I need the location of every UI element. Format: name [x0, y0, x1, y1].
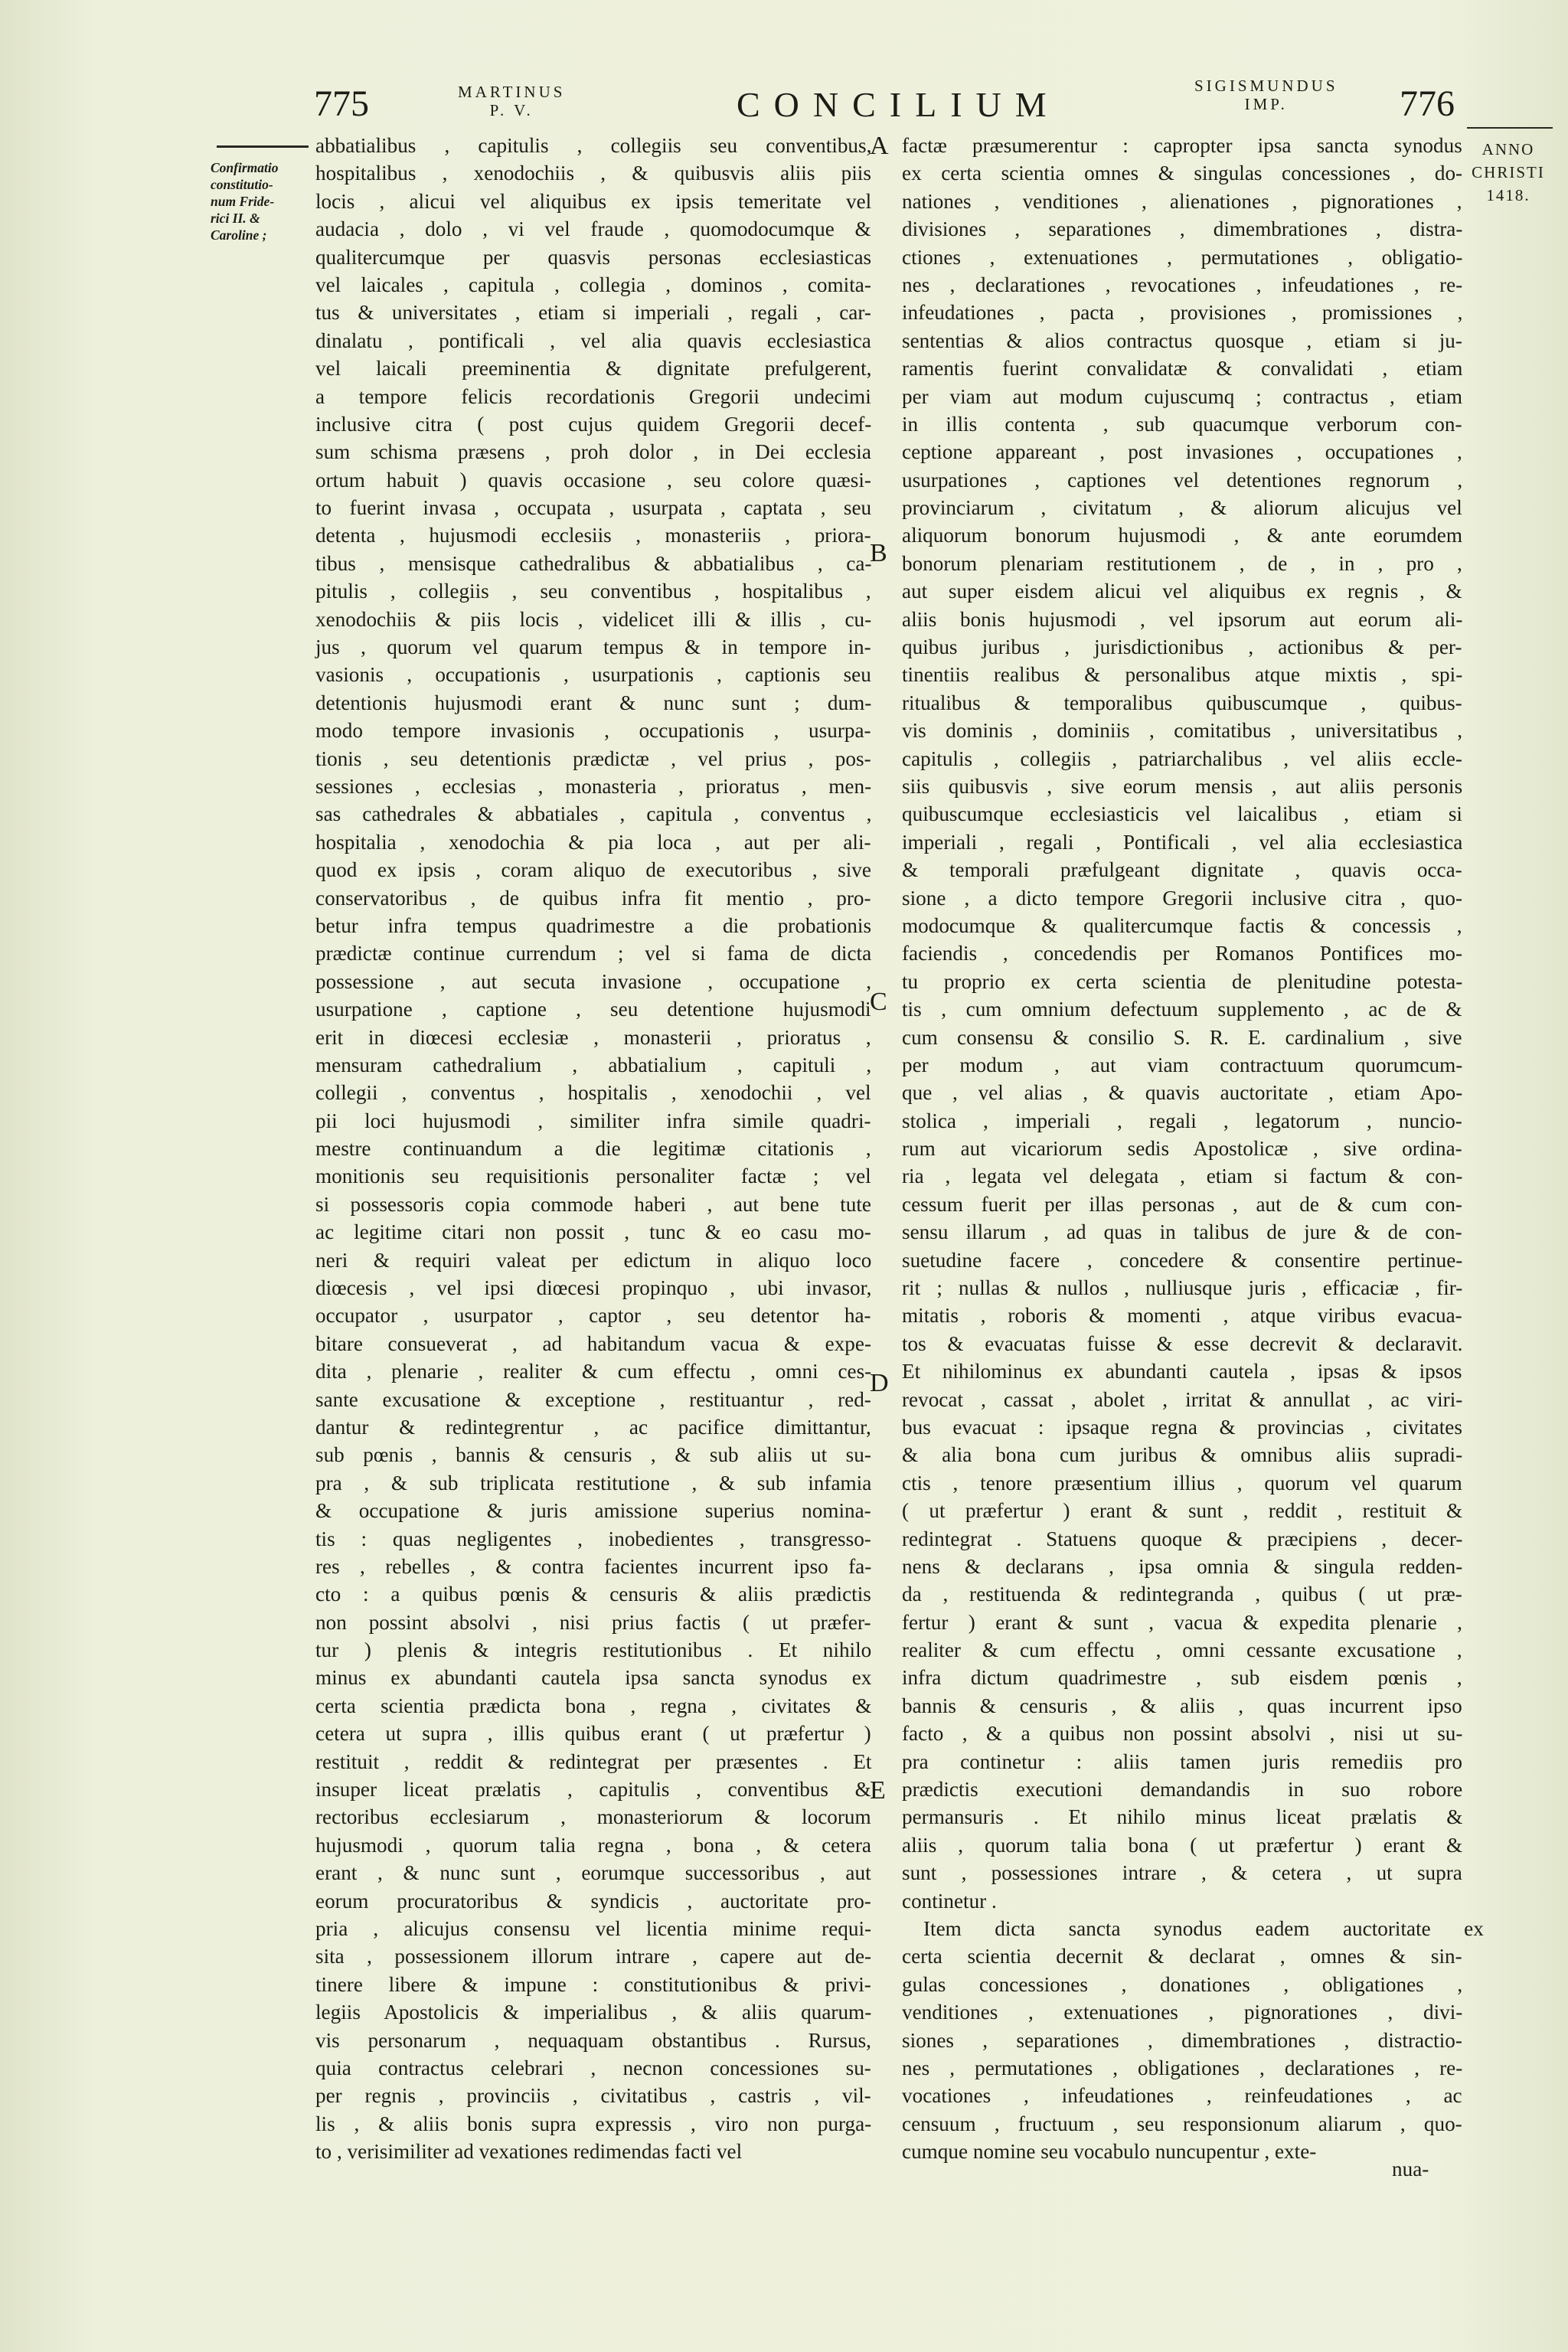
text-line: erant , & nunc sunt , eorumque successoribus , aut: [315, 1861, 871, 1885]
left-text-column: [315, 132, 871, 2166]
anno-line: ANNO: [1481, 140, 1535, 158]
text-line: Item dicta sancta synodus eadem auctoritate ex: [923, 1917, 1484, 1940]
text-line: nes , declarationes , revocationes , infeudationes , re-: [902, 273, 1463, 296]
page-number-left: 775: [314, 83, 369, 124]
text-line: hospitalibus , xenodochiis , & quibusvis aliis piis: [315, 162, 871, 185]
text-line: sione , a dicto tempore Gregorii inclusive citra , quo-: [902, 886, 1463, 910]
text-line: que , vel alias , & quavis auctoritate , etiam Apo-: [902, 1081, 1463, 1105]
text-line: rectoribus ecclesiarum , monasteriorum & locorum: [315, 1805, 871, 1829]
text-line: sunt , possessiones intrare , & cetera , ut supra: [902, 1861, 1462, 1885]
text-line: nes , permutationes , obligationes , declarationes , re-: [902, 2056, 1463, 2079]
text-line: sante excusatione & exceptione , restituantur , red-: [315, 1387, 871, 1411]
text-line: a tempore felicis recordationis Gregorii undecimi: [315, 384, 871, 408]
text-line: to , verisimiliter ad vexationes redimendas facti vel: [315, 2140, 743, 2164]
section-letter-e: E: [870, 1776, 886, 1805]
anno-line: 1418.: [1486, 186, 1530, 204]
text-line: hujusmodi , quorum talia regna , bona , & cetera: [315, 1833, 871, 1857]
running-head-left-line2: P. V.: [489, 101, 534, 119]
text-line: vel laicales , capitula , collegia , dominos , comita-: [315, 273, 871, 296]
text-line: prædictis executioni demandandis in suo robore: [902, 1778, 1463, 1802]
text-line: vel laicali preeminentia & dignitate prefulgerent,: [315, 357, 872, 381]
text-line: infra dictum quadrimestre , sub eisdem pœnis ,: [902, 1666, 1462, 1690]
text-line: prædictæ continue currendum ; vel si fama de dicta: [315, 942, 872, 965]
text-line: cessum fuerit per illas personas , aut de & cum con-: [902, 1192, 1462, 1216]
text-line: legiis Apostolicis & imperialibus , & aliis quarum-: [315, 2001, 872, 2024]
text-line: certa scientia decernit & declarat , omnes & sin-: [902, 1945, 1462, 1968]
anno-rule: [1467, 127, 1553, 129]
text-line: hospitalia , xenodochia & pia loca , aut per ali-: [315, 830, 871, 854]
anno-christi: [1464, 138, 1553, 207]
text-line: Et nihilominus ex abundanti cautela , ipsas & ipsos: [902, 1360, 1462, 1383]
text-line: sum schisma præsens , proh dolor , in Dei ecclesia: [315, 440, 871, 464]
text-line: possessione , aut secuta invasione , occupatione ,: [315, 969, 872, 993]
text-line: locis , alicui vel aliquibus ex ipsis temeritate vel: [315, 189, 872, 213]
text-line: continetur .: [902, 1889, 997, 1913]
text-line: sententias & alios contractus quosque , etiam si ju-: [902, 328, 1462, 352]
text-line: usurpationes , captiones vel detentiones regnorum ,: [902, 468, 1463, 492]
text-line: infeudationes , pacta , provisiones , promissiones ,: [902, 301, 1463, 325]
text-line: detenta , hujusmodi ecclesiis , monasteriis , priora-: [315, 524, 871, 547]
text-line: eorum procuratoribus & syndicis , auctoritate pro-: [315, 1889, 871, 1913]
text-line: rum aut vicariorum sedis Apostolicæ , sive ordina-: [902, 1137, 1462, 1161]
text-line: tos & evacuatas fuisse & esse decrevit & declaravit.: [902, 1331, 1463, 1355]
text-line: ctis , tenore præsentium illius , quorum vel quarum: [902, 1471, 1462, 1494]
running-head-right-line1: SIGISMUNDUS: [1194, 77, 1338, 95]
text-line: nationes , venditiones , alienationes , pignorationes ,: [902, 189, 1462, 213]
text-line: facto , & a quibus non possint absolvi , nisi ut su-: [902, 1722, 1463, 1746]
text-line: lis , & aliis bonis supra expressis , viro non purga-: [315, 2112, 872, 2135]
gloss-line: Confirmatio: [211, 160, 279, 175]
text-line: ortum habuit ) quavis occasione , seu colore quæsi-: [315, 468, 871, 492]
text-line: ramentis fuerint convalidatæ & convalidati , etiam: [902, 357, 1463, 381]
text-line: monitionis seu requisitionis personaliter factæ ; vel: [315, 1165, 871, 1188]
text-line: pii loci hujusmodi , similiter infra simile quadri-: [315, 1109, 871, 1132]
text-line: faciendis , concedendis per Romanos Pontifices mo-: [902, 942, 1463, 965]
text-line: res , rebelles , & contra facientes incurrent ipso fa-: [315, 1554, 872, 1578]
text-line: quibuscumque ecclesiasticis vel laicalibus , etiam si: [902, 802, 1462, 826]
text-line: aliis , quorum talia bona ( ut præfertur ) erant &: [902, 1833, 1463, 1857]
text-line: aliis bonis hujusmodi , vel ipsorum aut eorum ali-: [902, 607, 1463, 631]
text-line: pra continetur : aliis tamen juris remediis pro: [902, 1749, 1462, 1773]
text-line: rit ; nullas & nullos , nulliusque juris , efficaciæ , fir-: [902, 1276, 1463, 1300]
text-line: dantur & redintegrentur , ac pacifice dimittantur,: [315, 1415, 871, 1439]
text-line: neri & requiri valeat per edictum in aliquo loco: [315, 1248, 872, 1272]
text-line: modo tempore invasionis , occupationis , usurpa-: [315, 719, 871, 743]
text-line: sessiones , ecclesias , monasteria , prioratus , men-: [315, 774, 872, 798]
text-line: nens & declarans , ipsa omnia & singula redden-: [902, 1554, 1463, 1578]
text-line: sas cathedrales & abbatiales , capitula , conventus ,: [315, 802, 872, 826]
text-line: per viam aut modum cujuscumq ; contractus , etiam: [902, 384, 1462, 408]
text-line: vis dominis , dominiis , comitatibus , universitatibus ,: [902, 719, 1463, 743]
text-line: ac legitime citari non possit , tunc & eo casu mo-: [315, 1220, 871, 1244]
text-line: tis , cum omnium defectuum supplemento , ac de &: [902, 998, 1462, 1021]
text-line: redintegrat . Statuens quoque & præcipiens , decer-: [902, 1527, 1463, 1550]
text-line: realiter & cum effectu , omni cessante excusatione ,: [902, 1638, 1462, 1662]
gloss-line: rici II. &: [211, 211, 260, 226]
text-line: in illis contenta , sub quacumque verborum con-: [902, 412, 1462, 436]
text-line: aut super eisdem alicui vel aliquibus ex regnis , &: [902, 580, 1462, 603]
text-line: per regnis , provinciis , civitatibus , castris , vil-: [315, 2084, 871, 2108]
text-line: cto : a quibus pœnis & censuris & aliis prædictis: [315, 1583, 871, 1606]
gloss-rule: [217, 145, 309, 148]
text-line: tinentiis realibus & personalibus atque mixtis , spi-: [902, 663, 1463, 687]
text-line: abbatialibus , capitulis , collegiis seu conventibus,: [315, 134, 872, 157]
text-line: cum consensu & consilio S. R. E. cardinalium , sive: [902, 1025, 1462, 1049]
text-line: restituit , reddit & redintegrat per præsentes . Et: [315, 1749, 872, 1773]
text-line: bus evacuat : ipsaque regna & provincias , civitates: [902, 1415, 1462, 1439]
text-line: venditiones , extenuationes , pignorationes , divi-: [902, 2001, 1463, 2024]
text-line: dinalatu , pontificali , vel alia quavis ecclesiastica: [315, 328, 871, 352]
section-letter-a: A: [870, 132, 889, 160]
text-line: quia contractus celebrari , necnon concessiones su-: [315, 2056, 871, 2079]
page-number-right: 776: [1400, 83, 1455, 124]
text-line: non possint absolvi , nisi prius factis ( ut præfer-: [315, 1610, 871, 1634]
text-line: xenodochiis & piis locis , videlicet illi & illis , cu-: [315, 607, 872, 631]
text-line: per modum , aut viam contractuum quorumcum-: [902, 1053, 1463, 1076]
text-line: vocationes , infeudationes , reinfeudationes , ac: [902, 2084, 1462, 2108]
text-line: siones , separationes , dimembrationes , distractio-: [902, 2028, 1462, 2052]
text-line: sita , possessionem illorum intrare , capere aut de-: [315, 1945, 872, 1968]
text-line: aliquorum bonorum hujusmodi , & ante eorumdem: [902, 524, 1462, 547]
text-line: cumque nomine seu vocabulo nuncupentur , exte-: [902, 2140, 1317, 2164]
text-line: quibus juribus , jurisdictionibus , actionibus & per-: [902, 635, 1462, 659]
text-line: certa scientia prædicta bona , regna , civitates &: [315, 1694, 872, 1717]
text-line: quod ex ipsis , coram aliquo de executoribus , sive: [315, 858, 871, 882]
text-line: to fuerint invasa , occupata , usurpata , captata , seu: [315, 496, 872, 520]
text-line: si possessoris copia commode haberi , aut bene tute: [315, 1192, 871, 1216]
section-letter-c: C: [870, 988, 887, 1016]
running-head-left-line1: MARTINUS: [458, 83, 566, 101]
text-line: occupator , usurpator , captor , seu detentor ha-: [315, 1304, 871, 1328]
text-line: gulas concessiones , donationes , obligationes ,: [902, 1972, 1463, 1996]
gloss-line: constitutio-: [211, 177, 273, 192]
text-line: vis personarum , nequaquam obstantibus . Rursus,: [315, 2028, 871, 2052]
text-line: detentionis hujusmodi erant & nunc sunt ; dum-: [315, 691, 872, 714]
text-line: mitatis , roboris & momenti , atque viribus evacua-: [902, 1304, 1462, 1328]
text-line: capitulis , collegiis , patriarchalibus , vel aliis eccle-: [902, 746, 1462, 770]
text-line: pria , alicujus consensu vel licentia minime requi-: [315, 1917, 872, 1940]
text-line: provinciarum , civitatum , & aliorum alicujus vel: [902, 496, 1462, 520]
text-line: erit in diœcesi ecclesiæ , monasterii , prioratus ,: [315, 1025, 871, 1049]
gloss-line: Caroline ;: [211, 227, 267, 243]
anno-line: CHRISTI: [1472, 163, 1545, 181]
text-line: insuper liceat prælatis , capitulis , conventibus &: [315, 1778, 871, 1802]
text-line: modocumque & qualitercumque factis & concessis ,: [902, 913, 1462, 937]
text-line: ria , legata vel delegata , etiam si factum & con-: [902, 1165, 1463, 1188]
text-line: conservatoribus , de quibus infra fit mentio , pro-: [315, 886, 871, 910]
text-line: tibus , mensisque cathedralibus & abbatialibus , ca-: [315, 551, 872, 575]
running-head-right: [1194, 77, 1338, 113]
text-line: ex certa scientia omnes & singulas concessiones , do-: [902, 162, 1463, 185]
text-line: revocat , cassat , abolet , irritat & annullat , ac viri-: [902, 1387, 1463, 1411]
margin-gloss: [211, 159, 279, 243]
text-line: tinere libere & impune : constitutionibus & privi-: [315, 1972, 871, 1996]
text-line: censuum , fructuum , seu responsionum aliarum , quo-: [902, 2112, 1462, 2135]
right-text-column: [902, 132, 1484, 2166]
text-line: jus , quorum vel quarum tempus & in tempore in-: [315, 635, 871, 659]
section-letter-d: D: [870, 1369, 889, 1397]
text-line: & alia bona cum juribus & omnibus aliis supradi-: [902, 1443, 1463, 1467]
text-line: bannis & censuris , & aliis , quas incurrent ipso: [902, 1694, 1462, 1717]
text-line: siis quibusvis , sive eorum mensis , aut aliis personis: [902, 774, 1463, 798]
text-line: ceptione appareant , post invasiones , occupationes ,: [902, 440, 1462, 464]
text-line: dita , plenarie , realiter & cum effectu , omni ces-: [315, 1360, 872, 1383]
catchword: nua-: [1392, 2158, 1429, 2180]
text-line: & temporali præfulgeant dignitate , quavis occa-: [902, 858, 1462, 882]
text-line: sensu illarum , ad quas in talibus de jure & de con-: [902, 1220, 1462, 1244]
text-line: ritualibus & temporalibus quibuscumque , quibus-: [902, 691, 1462, 714]
text-line: inclusive citra ( post cujus quidem Gregorii decef-: [315, 412, 872, 436]
text-line: collegii , conventus , hospitalis , xenodochii , vel: [315, 1081, 871, 1105]
text-line: stolica , imperiali , regali , legatorum , nuncio-: [902, 1109, 1462, 1132]
gloss-line: num Fride-: [211, 194, 275, 209]
text-line: sub pœnis , bannis & censuris , & sub aliis ut su-: [315, 1443, 871, 1467]
text-line: betur infra tempus quadrimestre a die probationis: [315, 913, 872, 937]
text-line: da , restituenda & redintegranda , quibus ( ut præ-: [902, 1583, 1462, 1606]
text-line: cetera ut supra , illis quibus erant ( ut præfertur ): [315, 1722, 871, 1746]
text-line: imperiali , regali , Pontificali , vel alia ecclesiastica: [902, 830, 1463, 854]
text-line: minus ex abundanti cautela ipsa sancta synodus ex: [315, 1666, 872, 1690]
text-line: mestre continuandum a die legitimæ citationis ,: [315, 1137, 871, 1161]
text-line: bonorum plenariam restitutionem , de , in , pro ,: [902, 551, 1462, 575]
text-line: tionis , seu detentionis prædictæ , vel prius , pos-: [315, 746, 871, 770]
text-line: permansuris . Et nihilo minus liceat prælatis &: [902, 1805, 1463, 1829]
text-line: factæ præsumerentur : capropter ipsa sancta synodus: [902, 134, 1462, 157]
text-line: qualitercumque per quasvis personas ecclesiasticas: [315, 245, 872, 269]
text-line: pitulis , collegiis , seu conventibus , hospitalibus ,: [315, 580, 871, 603]
page-title: CONCILIUM: [737, 85, 1060, 124]
running-head-left: [458, 83, 565, 119]
text-line: audacia , dolo , vi vel fraude , quomodocumque &: [315, 217, 871, 241]
text-line: tus & universitates , etiam si imperiali , regali , car-: [315, 301, 871, 325]
text-line: tu proprio ex certa scientia de plenitudine potesta-: [902, 969, 1463, 993]
text-line: tis : quas negligentes , inobedientes , transgresso-: [315, 1527, 871, 1550]
text-line: vasionis , occupationis , usurpationis , captionis seu: [315, 663, 871, 687]
text-line: pra , & sub triplicata restitutione , & sub infamia: [315, 1471, 872, 1494]
text-line: & occupatione & juris amissione superius nomina-: [315, 1499, 871, 1523]
text-line: mensuram cathedralium , abbatialium , capituli ,: [315, 1053, 872, 1076]
text-line: usurpatione , captione , seu detentione hujusmodi: [315, 998, 871, 1021]
text-line: ctiones , extenuationes , permutationes , obligatio-: [902, 245, 1463, 269]
text-line: suetudine facere , concedere & consentire pertinue-: [902, 1248, 1463, 1272]
text-line: bitare consueverat , ad habitandum vacua & expe-: [315, 1331, 872, 1355]
text-line: tur ) plenis & integris restitutionibus . Et nihilo: [315, 1638, 872, 1662]
text-line: fertur ) erant & sunt , vacua & expedita plenarie ,: [902, 1610, 1462, 1634]
text-line: diœcesis , vel ipsi diœcesi propinquo , ubi invasor,: [315, 1276, 872, 1300]
running-head-right-line2: IMP.: [1244, 95, 1288, 113]
section-letter-b: B: [870, 539, 887, 567]
text-line: ( ut præfertur ) erant & sunt , reddit , restituit &: [902, 1499, 1463, 1523]
text-line: divisiones , separationes , dimembrationes , distra-: [902, 217, 1463, 241]
